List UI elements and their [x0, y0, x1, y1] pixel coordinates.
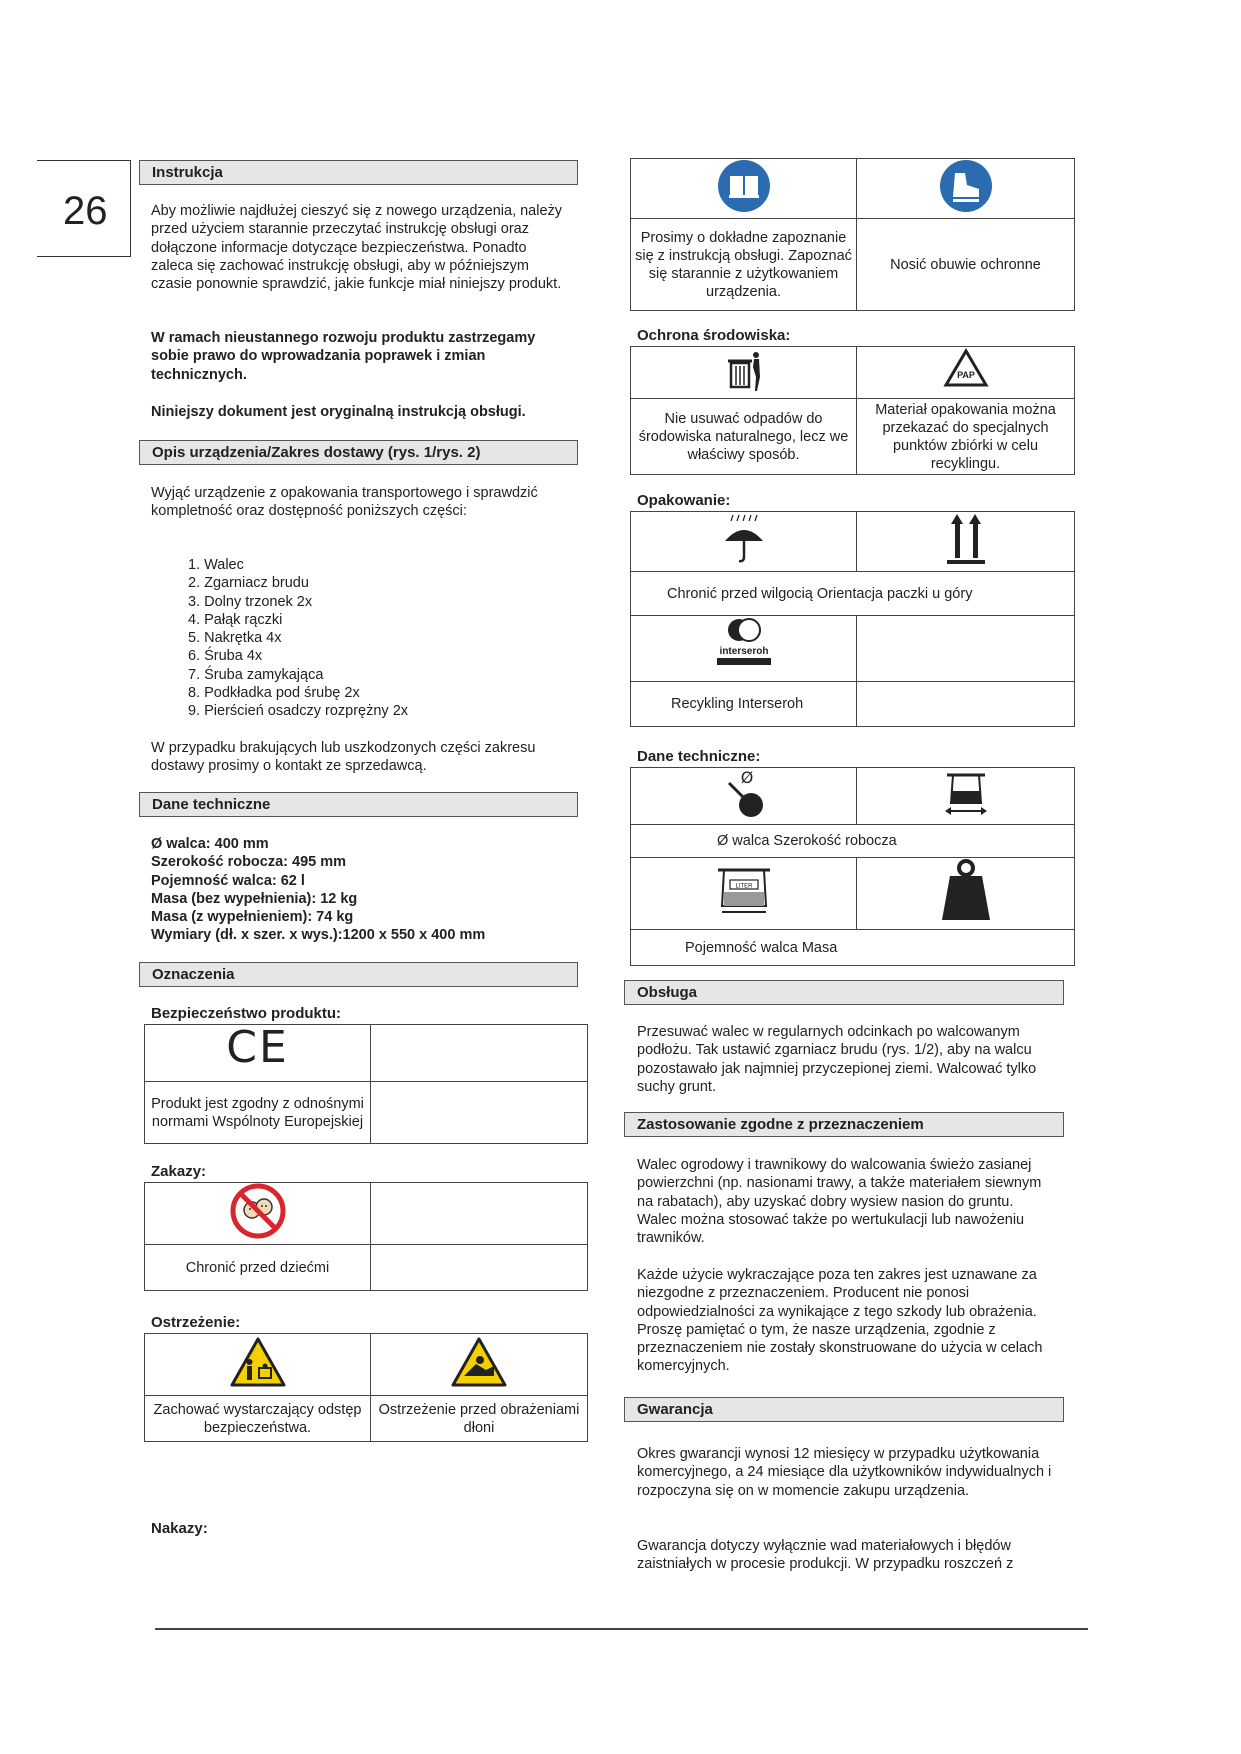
empty-cell	[371, 1025, 588, 1082]
instrukcja-text: Aby możliwie najdłużej cieszyć się z nowego urządzenia, należy przed użyciem starannie przeczytać instrukcję obsługi oraz dołączone informacje dotyczące bezpieczeństwa. Ponadto zaleca się zachować instrukcję obsługi, aby w późniejszym czasie ponownie sprawdzić, jakie funkcje miał niniejszy produkt.	[151, 203, 563, 293]
section-header-zastosowanie: Zastosowanie zgodne z przeznaczeniem	[624, 1112, 1064, 1137]
technical-row2-text: Pojemność walca Masa	[631, 930, 1075, 966]
spec-line: Pojemność walca: 62 l	[151, 872, 305, 889]
ostrzezenie-label: Ostrzeżenie:	[151, 1314, 241, 1331]
interseroh-icon-cell	[631, 616, 857, 682]
zakazy-table	[144, 1182, 588, 1291]
this-way-up-icon	[943, 512, 989, 566]
safety-shoes-icon	[939, 159, 993, 213]
packaging-text: Chronić przed wilgocią Orientacja paczki u góry	[631, 572, 1075, 616]
section-header-instrukcja: Instrukcja	[139, 160, 578, 185]
section-header-oznaczenia: Oznaczenia	[139, 962, 578, 987]
section-header-dane: Dane techniczne	[139, 792, 578, 817]
nakazy-table	[630, 158, 1075, 311]
bezpieczenstwo-label: Bezpieczeństwo produktu:	[151, 1005, 342, 1022]
roller-diameter-icon	[719, 769, 769, 819]
original-note: Niniejszy dokument jest oryginalną instrukcją obsługi.	[151, 404, 526, 420]
opakowanie-label: Opakowanie:	[637, 492, 731, 509]
interseroh-text: Recykling Interseroh	[631, 682, 857, 727]
interseroh-logo-text: interseroh	[719, 646, 768, 657]
footer-divider	[155, 1628, 1088, 1630]
capacity-icon-cell	[631, 858, 857, 930]
weight-mass-icon	[938, 858, 994, 924]
obsluga-text: Przesuwać walec w regularnych odcinkach po walcowanym podłożu. Tak ustawić zgarniacz brudu (rys. 1/2), aby na walcu pozostawało jak najmniej przyczepionej ziemi. Walcować tylko suchy grunt.	[637, 1024, 1037, 1095]
nakazy-label: Nakazy:	[151, 1520, 208, 1537]
spec-line: Ø walca: 400 mm	[151, 836, 269, 852]
recycle-pap-icon	[941, 347, 991, 393]
list-item: 1. Walec	[188, 557, 244, 573]
warn2-text: Ostrzeżenie przed obrażeniami dłoni	[371, 1396, 588, 1442]
list-item: 3. Dolny trzonek 2x	[188, 593, 313, 610]
packaging-table	[630, 511, 1075, 727]
missing-parts-text: W przypadku brakujących lub uszkodzonych części zakresu dostawy prosimy o kontakt ze sprzedawcą.	[151, 740, 536, 775]
warn1-text: Zachować wystarczający odstęp bezpieczeństwa.	[145, 1396, 371, 1442]
section-header-opis: Opis urządzenia/Zakres dostawy (rys. 1/rys. 2)	[139, 440, 578, 465]
shoes-icon-cell	[857, 159, 1075, 219]
warn2-icon-cell	[371, 1334, 588, 1396]
keep-dry-umbrella-icon	[721, 513, 767, 565]
page-number-box	[37, 160, 131, 257]
specs-list	[151, 835, 581, 945]
bin-text: Nie usuwać odpadów do środowiska naturalnego, lecz we właściwy sposób.	[631, 399, 857, 475]
diameter-symbol: Ø	[740, 768, 753, 787]
gwarancja-text-2: Gwarancja dotyczy wyłącznie wad materiałowych i błędów zaistniałych w procesie produkcji. W przypadku roszczeń z	[637, 1538, 1014, 1573]
keep-away-children-icon	[230, 1183, 286, 1239]
width-icon-cell	[857, 768, 1075, 825]
arrows-icon-cell	[857, 512, 1075, 572]
shoes-text: Nosić obuwie ochronne	[857, 219, 1075, 311]
environment-label: Ochrona środowiska:	[637, 327, 791, 344]
dane-techniczne-label: Dane techniczne:	[637, 748, 761, 765]
hand-injury-warning-icon	[450, 1336, 508, 1388]
ce-mark-cell	[145, 1022, 371, 1082]
list-item: 6. Śruba 4x	[188, 648, 263, 665]
empty-cell	[371, 1082, 588, 1144]
zakazy-label: Zakazy:	[151, 1163, 207, 1180]
gwarancja-text-1: Okres gwarancji wynosi 12 miesięcy w przypadku użytkowania komercyjnego, a 24 miesiące dla użytkowników indywidualnych i rozpoczyna się on w momencie zakupu urządzenia.	[637, 1446, 1052, 1499]
parts-list	[134, 556, 554, 721]
technical-symbols-table	[630, 767, 1075, 966]
list-item: 2. Zgarniacz brudu	[188, 575, 309, 592]
opis-text: Wyjąć urządzenie z opakowania transportowego i sprawdzić kompletność oraz dostępność poniższych części:	[151, 485, 538, 520]
pap-text: Materiał opakowania można przekazać do specjalnych punktów zbiórki w celu recyklingu.	[857, 399, 1075, 475]
environment-table	[630, 346, 1075, 475]
spec-line: Wymiary (dł. x szer. x wys.):1200 x 550 x 400 mm	[151, 927, 486, 944]
safety-distance-warning-icon	[229, 1336, 287, 1388]
list-item: 9. Pierścień osadczy rozprężny 2x	[188, 703, 409, 720]
manual-text: Prosimy o dokładne zapoznanie się z instrukcją obsługi. Zapoznać się starannie z użytkowaniem urządzenia.	[631, 219, 857, 311]
ce-text: Produkt jest zgodny z odnośnymi normami Wspólnoty Europejskiej	[145, 1082, 371, 1144]
pap-icon-cell	[857, 347, 1075, 399]
list-item: 8. Podkładka pod śrubę 2x	[188, 685, 360, 702]
diameter-icon-cell	[631, 768, 857, 825]
list-item: 5. Nakrętka 4x	[188, 630, 282, 647]
section-header-gwarancja: Gwarancja	[624, 1397, 1064, 1422]
empty-cell	[857, 682, 1075, 727]
zastosowanie-text-2: Każde użycie wykraczające poza ten zakres jest uznawane za niezgodne z przeznaczeniem. Producent nie ponosi odpowiedzialności za wynikające z tego szkody lub obrażenia. Proszę pamiętać o tym, że nasze urządzenia, zgodnie z przeznaczeniem nie zostały skonstruowane do użycia w celach komercyjnych.	[637, 1267, 1043, 1375]
ce-table	[144, 1024, 588, 1144]
development-note: W ramach nieustannego rozwoju produktu zastrzegamy sobie prawo do wprowadzania poprawek i zmian technicznych.	[151, 330, 536, 383]
capacity-label: LITER	[734, 883, 753, 890]
read-manual-icon	[717, 159, 771, 213]
empty-cell	[371, 1245, 588, 1291]
umbrella-icon-cell	[631, 512, 857, 572]
spec-line: Szerokość robocza: 495 mm	[151, 854, 347, 871]
warn1-icon-cell	[145, 1334, 371, 1396]
pap-label: PAP	[956, 370, 975, 380]
working-width-icon	[941, 769, 991, 819]
roller-capacity-icon	[714, 864, 774, 918]
spec-line: Masa (bez wypełnienia): 12 kg	[151, 890, 358, 907]
children-text: Chronić przed dziećmi	[145, 1245, 371, 1291]
manual-icon-cell	[631, 159, 857, 219]
ce-mark-icon: CE	[226, 1022, 289, 1073]
spec-line: Masa (z wypełnieniem): 74 kg	[151, 909, 354, 926]
list-item: 7. Śruba zamykająca	[188, 666, 324, 683]
technical-row1-text: Ø walca Szerokość robocza	[631, 825, 1075, 858]
list-item: 4. Pałąk rączki	[188, 611, 283, 628]
empty-cell	[857, 616, 1075, 682]
children-icon-cell	[145, 1183, 371, 1245]
interseroh-logo-icon	[709, 616, 779, 676]
section-header-obsluga: Obsługa	[624, 980, 1064, 1005]
weight-icon-cell	[857, 858, 1075, 930]
bin-icon-cell	[631, 347, 857, 399]
empty-cell	[371, 1183, 588, 1245]
trash-bin-icon	[721, 347, 767, 393]
ostrzezenie-table	[144, 1333, 588, 1442]
zastosowanie-text-1: Walec ogrodowy i trawnikowy do walcowania świeżo zasianej powierzchni (np. nasionami trawy, a także materiałem siewnym na rabatach), aby uzyskać dobry wysiew nasion do gruntu. Walec można stosować także po wertukulacji lub nawożeniu trawników.	[637, 1157, 1042, 1247]
page-number: 26	[63, 189, 108, 233]
